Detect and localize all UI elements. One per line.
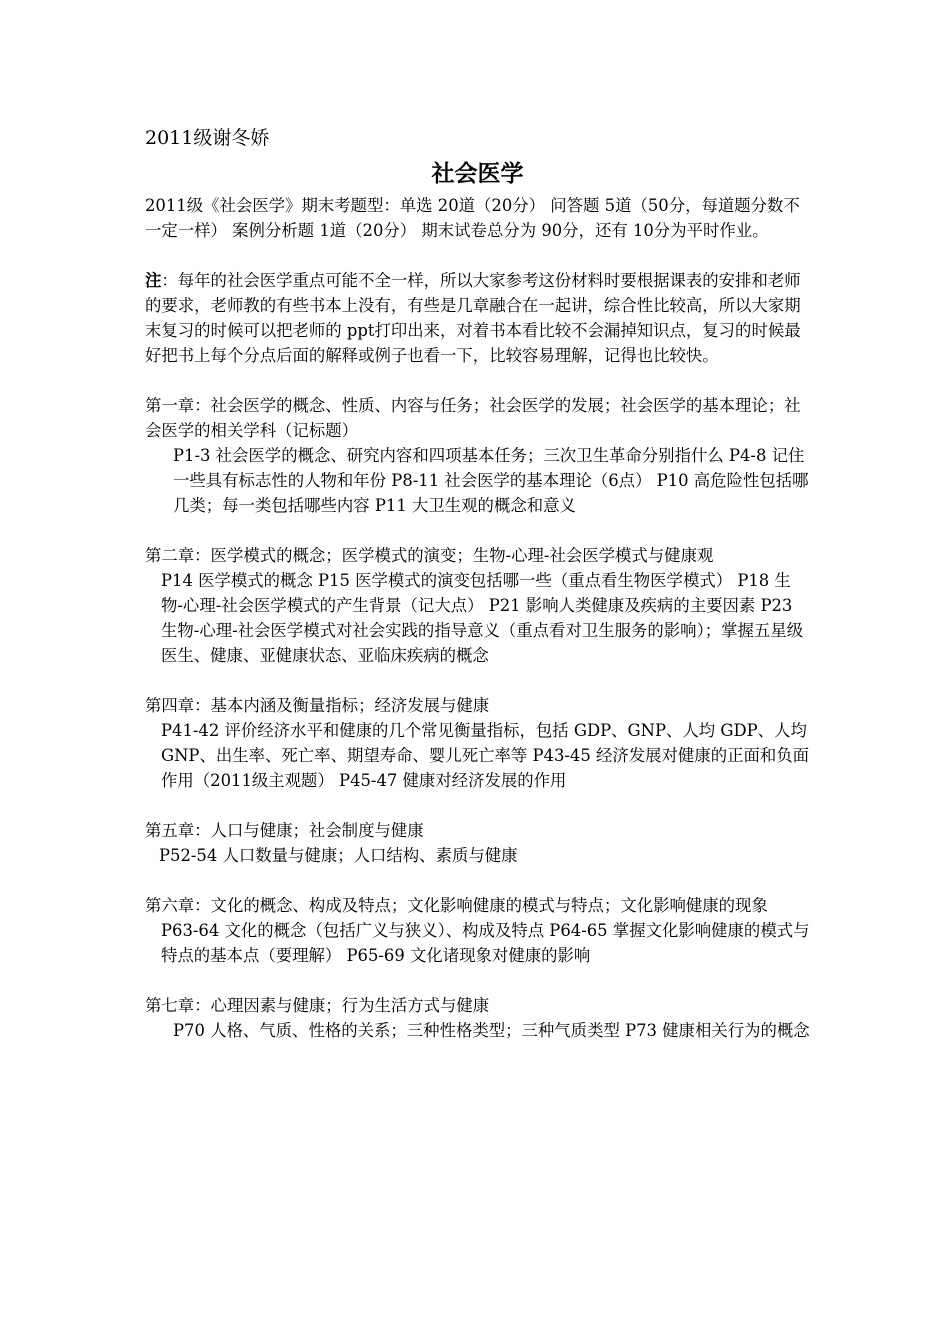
chapter-5-detail: P52-54 人口数量与健康；人口结构、素质与健康 [159,846,518,865]
spacer [145,668,810,693]
chapter-4-detail: P41-42 评价经济水平和健康的几个常见衡量指标，包括 GDP、GNP、人均 GDP、人均 GNP、出生率、死亡率、期望寿命、婴儿死亡率等 P43-45 经济发展对健康的正面和负面作用（2011级主观题） P45-47 健康对经济发展的作用 [161,721,810,790]
chapter-2-detail: P14 医学模式的概念 P15 医学模式的演变包括哪一些（重点看生物医学模式） P18 生物-心理-社会医学模式的产生背景（记大点） P21 影响人类健康及疾病的主要因素 P23 生物-心理-社会医学模式对社会实践的指导意义（重点看对卫生服务的影响）；掌握五星级医生、健康、亚健康状态、亚临床疾病的概念 [161,571,804,665]
chapter-6-heading: 第六章：文化的概念、构成及特点；文化影响健康的模式与特点；文化影响健康的现象 [145,896,768,915]
chapter-7-detail: P70 人格、气质、性格的关系；三种性格类型；三种气质类型 P73 健康相关行为的概念 [173,1021,810,1040]
note-text: ：每年的社会医学重点可能不全一样，所以大家参考这份材料时要根据课表的安排和老师的要求，老师教的有些书本上没有，有些是几章融合在一起讲，综合性比较高，所以大家期末复习的时候可以把老师的 ppt打印出来，对着书本看比较不会漏掉知识点，复习的时候最好把书上每个分点后面的解释或例子也看一下，比较容易理解，记得也比较快。 [145,271,801,365]
spacer [145,868,810,893]
document-title: 社会医学 [431,160,524,187]
spacer [145,243,810,268]
spacer [145,518,810,543]
spacer [145,968,810,993]
spacer [145,368,810,393]
chapter-1-detail: P1-3 社会医学的概念、研究内容和四项基本任务；三次卫生革命分别指什么 P4-8 记住一些具有标志性的人物和年份 P8-11 社会医学的基本理论（6点） P10 高危险性包括哪几类；每一类包括哪些内容 P11 大卫生观的概念和意义 [173,446,809,515]
chapter-5-heading: 第五章：人口与健康；社会制度与健康 [145,821,424,840]
chapter-6-detail: P63-64 文化的概念（包括广义与狭义）、构成及特点 P64-65 掌握文化影响健康的模式与特点的基本点（要理解） P65-69 文化诸现象对健康的影响 [161,921,810,965]
chapter-4-heading: 第四章：基本内涵及衡量指标；经济发展与健康 [145,696,490,715]
chapter-2-heading: 第二章：医学模式的概念；医学模式的演变；生物-心理-社会医学模式与健康观 [145,546,714,565]
note-paragraph [145,268,810,368]
spacer [145,793,810,818]
note-label: 注 [145,271,162,290]
chapter-7-heading: 第七章：心理因素与健康；行为生活方式与健康 [145,996,490,1015]
author-line: 2011级谢冬娇 [145,127,270,149]
exam-format-paragraph: 2011级《社会医学》期末考题型：单选 20道（20分） 问答题 5道（50分，每道题分数不一定一样） 案例分析题 1道（20分） 期末试卷总分为 90分，还有 10分为平时作业。 [145,196,800,240]
chapter-1-heading: 第一章：社会医学的概念、性质、内容与任务；社会医学的发展；社会医学的基本理论；社会医学的相关学科（记标题） [145,396,801,440]
